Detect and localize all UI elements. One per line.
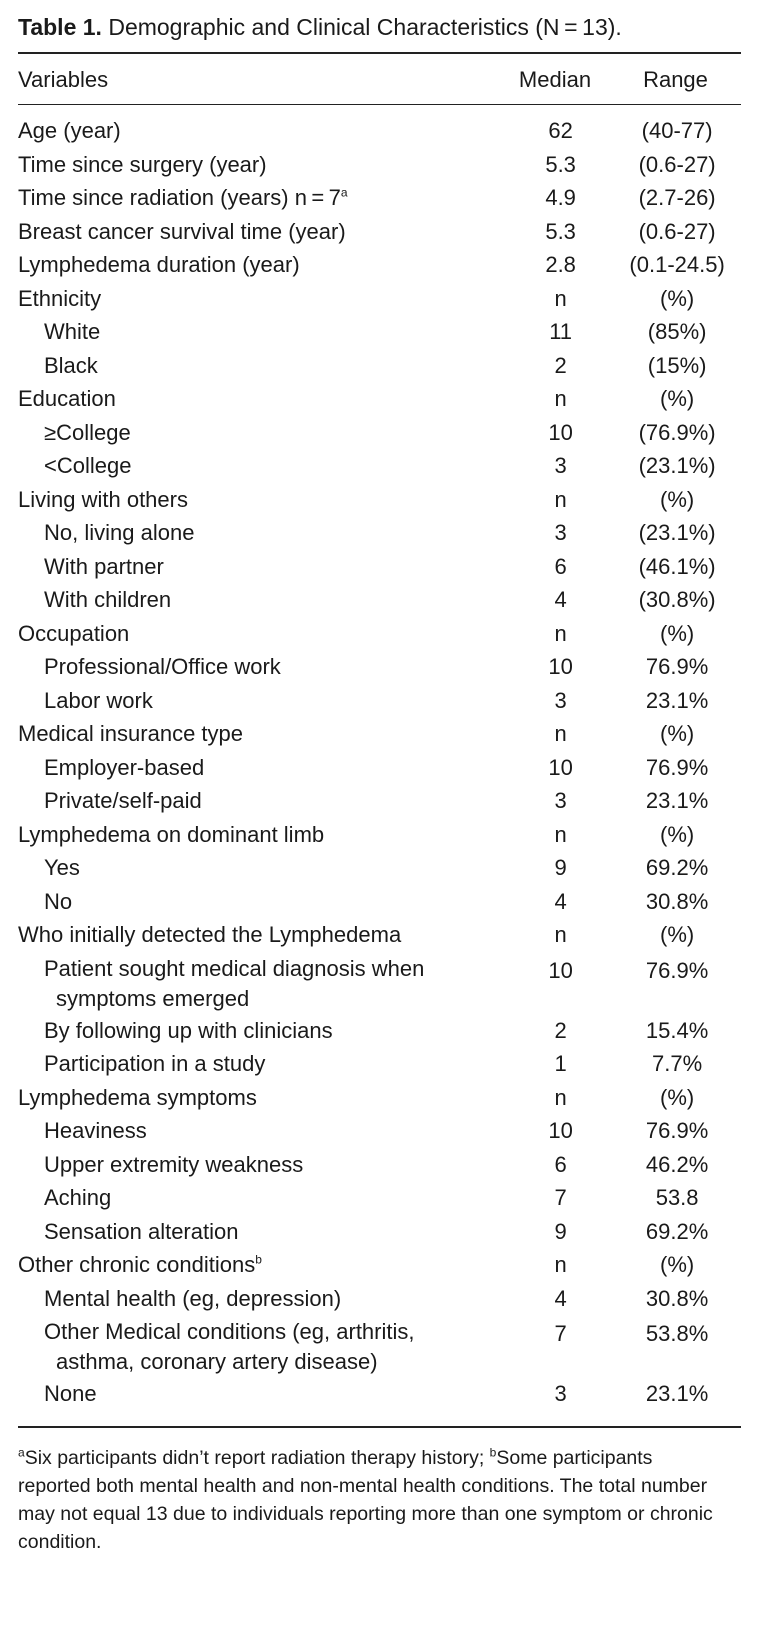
row-variable-label: No [44, 888, 73, 914]
row-variable-label: Ethnicity [18, 285, 102, 311]
row-variable-label: ≥College [44, 419, 131, 445]
row-median: 10 [548, 1118, 573, 1143]
row-range: 30.8% [645, 888, 709, 914]
row-variable-label: Private/self-paid [44, 788, 202, 813]
table-row [18, 114, 741, 148]
row-variable [18, 818, 508, 852]
row-median: n [554, 1084, 567, 1110]
table-row [18, 148, 741, 182]
row-variable [18, 784, 508, 818]
table-rows [18, 114, 741, 1411]
row-median: 9 [554, 1218, 567, 1244]
row-median: 10 [548, 419, 573, 445]
table-row [18, 1181, 741, 1215]
table-row [18, 1282, 741, 1316]
row-variable-label: None [44, 1381, 97, 1406]
row-variable [18, 1114, 508, 1148]
row-variable-line2: asthma, coronary artery disease) [56, 1349, 378, 1374]
row-variable-label: Professional/Office work [44, 654, 281, 679]
row-range: (23.1%) [638, 453, 716, 478]
row-median: 4 [554, 587, 567, 612]
row-variable [18, 717, 508, 751]
row-range: (76.9%) [638, 419, 716, 445]
table-row [18, 449, 741, 483]
row-range: 76.9% [645, 957, 709, 983]
row-median: n [554, 1252, 567, 1277]
row-variable-label: Black [44, 352, 98, 378]
table-header [18, 54, 741, 106]
row-variable-label: Lymphedema on dominant limb [18, 821, 325, 847]
row-median: 4 [554, 1285, 567, 1311]
row-variable-label: With children [44, 587, 172, 612]
row-variable-line2: symptoms emerged [56, 985, 250, 1011]
row-range: 69.2% [645, 1218, 709, 1244]
row-range: (%) [660, 922, 695, 947]
row-median: 5.3 [545, 218, 576, 244]
table-row [18, 1377, 741, 1411]
row-variable-wrap [44, 1315, 508, 1377]
table-row [18, 248, 741, 282]
row-variable [18, 1014, 508, 1048]
row-median: 6 [554, 1151, 567, 1177]
table-row [18, 1114, 741, 1148]
row-variable-label: Time since surgery (year) [18, 151, 267, 177]
row-variable [18, 516, 508, 550]
row-variable [18, 1047, 508, 1081]
table-row [18, 516, 741, 550]
row-variable-line1: Patient sought medical diagnosis when [44, 955, 425, 981]
row-median: 10 [548, 957, 573, 983]
row-range: (23.1%) [638, 520, 716, 545]
row-range: 76.9% [645, 654, 709, 679]
row-variable-label: <College [44, 453, 132, 478]
row-variable-label: Heaviness [44, 1118, 147, 1143]
row-median: n [554, 821, 567, 847]
row-variable-label: Lymphedema symptoms [18, 1084, 257, 1110]
table-row [18, 1215, 741, 1249]
header-row [18, 54, 741, 106]
header-rule [18, 104, 741, 105]
row-median: 2 [554, 1017, 567, 1043]
row-variable-wrap [44, 952, 508, 1014]
table-row [18, 416, 741, 450]
row-range: 46.2% [645, 1151, 709, 1177]
row-range: (%) [660, 821, 695, 847]
row-variable-label: White [44, 319, 101, 344]
row-range: (2.7-26) [638, 185, 716, 210]
table-body [18, 114, 741, 1411]
bottom-rule [18, 1426, 741, 1428]
row-range: (%) [660, 386, 695, 411]
row-median: 2.8 [545, 252, 576, 277]
table-row [18, 952, 741, 1014]
row-range: (85%) [647, 319, 707, 344]
row-variable-label: Other chronic conditions [18, 1252, 256, 1277]
row-range: 23.1% [645, 1381, 709, 1406]
row-variable [18, 918, 508, 952]
table-row [18, 181, 741, 215]
row-median: 3 [554, 687, 567, 713]
row-variable [18, 1148, 508, 1182]
row-variable [18, 1377, 508, 1411]
header-variables: Variables [18, 67, 109, 92]
row-range: 53.8% [645, 1321, 709, 1346]
row-median: 3 [554, 788, 567, 813]
table-row [18, 1315, 741, 1377]
row-variable [18, 617, 508, 651]
table-row [18, 918, 741, 952]
row-variable [18, 952, 508, 1014]
row-variable-label: Breast cancer survival time (year) [18, 218, 346, 244]
row-variable [18, 1181, 508, 1215]
row-median: 6 [554, 553, 567, 579]
row-median: n [554, 285, 567, 311]
row-range: (0.1-24.5) [629, 252, 725, 277]
table-row [18, 1248, 741, 1282]
row-variable [18, 449, 508, 483]
table-row [18, 684, 741, 718]
row-median: n [554, 721, 567, 746]
row-median: 10 [548, 654, 573, 679]
header-median: Median [518, 67, 592, 92]
row-variable [18, 885, 508, 919]
row-variable-label: By following up with clinicians [44, 1017, 333, 1043]
row-range: (40-77) [641, 118, 713, 143]
row-median: 1 [554, 1051, 567, 1076]
row-variable [18, 315, 508, 349]
row-variable-label: Sensation alteration [44, 1218, 239, 1244]
row-variable-label: Yes [44, 855, 80, 880]
row-variable [18, 416, 508, 450]
row-variable [18, 1282, 508, 1316]
row-median: 11 [549, 319, 573, 344]
table-row [18, 349, 741, 383]
row-range: (0.6-27) [638, 151, 716, 177]
table-row [18, 1081, 741, 1115]
row-variable [18, 851, 508, 885]
row-range: 69.2% [645, 855, 709, 880]
row-variable-label: No, living alone [44, 520, 195, 545]
row-variable-label: Participation in a study [44, 1051, 266, 1076]
row-median: 3 [554, 453, 567, 478]
row-variable [18, 650, 508, 684]
row-median: n [554, 620, 567, 646]
row-range: (%) [660, 486, 695, 512]
row-variable-label: Living with others [18, 486, 188, 512]
row-range: 30.8% [645, 1285, 709, 1311]
row-variable-label: Age (year) [18, 118, 121, 143]
row-variable [18, 684, 508, 718]
row-range: 23.1% [645, 687, 709, 713]
row-median: 3 [554, 520, 567, 545]
row-variable-label: Labor work [44, 687, 153, 713]
row-range: 23.1% [645, 788, 709, 813]
row-variable [18, 148, 508, 182]
row-range: 76.9% [645, 754, 709, 780]
row-variable-label: Education [18, 386, 116, 411]
row-variable [18, 583, 508, 617]
row-median: n [554, 486, 567, 512]
row-variable-label: Time since radiation (years) n = 7 [18, 185, 341, 210]
table-row [18, 215, 741, 249]
row-median: 4 [554, 888, 567, 914]
table-row [18, 851, 741, 885]
row-range: (%) [660, 620, 695, 646]
table-row [18, 382, 741, 416]
row-variable [18, 1215, 508, 1249]
row-variable [18, 1081, 508, 1115]
row-median: n [554, 386, 567, 411]
table-row [18, 617, 741, 651]
footnote-mark-a: a [18, 1445, 25, 1460]
table-row [18, 784, 741, 818]
row-variable [18, 349, 508, 383]
footnote-ref: b [255, 1252, 262, 1267]
row-variable-label: Lymphedema duration (year) [18, 252, 300, 277]
table-row [18, 885, 741, 919]
table-row [18, 483, 741, 517]
row-range: (%) [660, 1084, 695, 1110]
row-variable [18, 1248, 508, 1282]
row-median: 5.3 [545, 151, 576, 177]
row-range: (46.1%) [638, 553, 716, 579]
row-variable [18, 181, 508, 215]
row-variable [18, 282, 508, 316]
row-range: 15.4% [645, 1017, 709, 1043]
table-label: Table 1. [18, 14, 102, 40]
row-variable [18, 215, 508, 249]
row-range: 76.9% [645, 1118, 709, 1143]
row-range: (15%) [647, 352, 707, 378]
footnote-mark-b: b [489, 1445, 497, 1460]
row-variable [18, 751, 508, 785]
row-variable-label: Upper extremity weakness [44, 1151, 304, 1177]
footnote-ref: a [340, 185, 348, 200]
row-variable-label: Occupation [18, 620, 130, 646]
row-range: 7.7% [652, 1051, 703, 1076]
row-range: (0.6-27) [638, 218, 716, 244]
table-row [18, 1047, 741, 1081]
row-range: (%) [660, 1252, 695, 1277]
table-title: Demographic and Clinical Characteristics (N = 13). [108, 14, 622, 40]
table-row [18, 818, 741, 852]
row-range: (%) [660, 721, 695, 746]
row-variable [18, 483, 508, 517]
table-row [18, 1014, 741, 1048]
table-row [18, 583, 741, 617]
row-variable-label: Aching [44, 1185, 112, 1210]
table-row [18, 315, 741, 349]
row-variable-label: Who initially detected the Lymphedema [18, 922, 402, 947]
footnote-b-text: Some participants reported both mental health and non-mental health conditions. The total number may not equal 13 due to individuals reporting more than one symptom or chronic condition. [18, 1447, 713, 1553]
row-range: 53.8 [655, 1185, 699, 1210]
table-footnote [18, 1444, 718, 1556]
table-row [18, 751, 741, 785]
row-median: 7 [554, 1185, 567, 1210]
row-range: (%) [660, 285, 695, 311]
table-row [18, 717, 741, 751]
row-variable-label: Employer-based [44, 754, 205, 780]
row-variable-line1: Other Medical conditions (eg, arthritis, [44, 1319, 415, 1344]
row-variable [18, 382, 508, 416]
row-variable-label: Mental health (eg, depression) [44, 1285, 342, 1311]
row-median: 10 [548, 754, 573, 780]
table-row [18, 282, 741, 316]
row-median: n [554, 922, 567, 947]
table-row [18, 550, 741, 584]
footnote-a-text: Six participants didn’t report radiation therapy history; [24, 1447, 490, 1469]
row-median: 62 [548, 118, 573, 143]
row-median: 9 [554, 855, 567, 880]
row-median: 2 [554, 352, 567, 378]
row-variable-label: With partner [44, 553, 164, 579]
row-variable [18, 248, 508, 282]
row-median: 3 [554, 1381, 567, 1406]
row-variable [18, 1315, 508, 1377]
row-variable [18, 550, 508, 584]
row-variable-label: Medical insurance type [18, 721, 244, 746]
header-range: Range [643, 67, 708, 92]
row-range: (30.8%) [638, 587, 716, 612]
row-median: 7 [554, 1321, 567, 1346]
table-caption [18, 12, 759, 42]
table-row [18, 1148, 741, 1182]
row-median: 4.9 [545, 185, 576, 210]
row-variable [18, 114, 508, 148]
table-row [18, 650, 741, 684]
